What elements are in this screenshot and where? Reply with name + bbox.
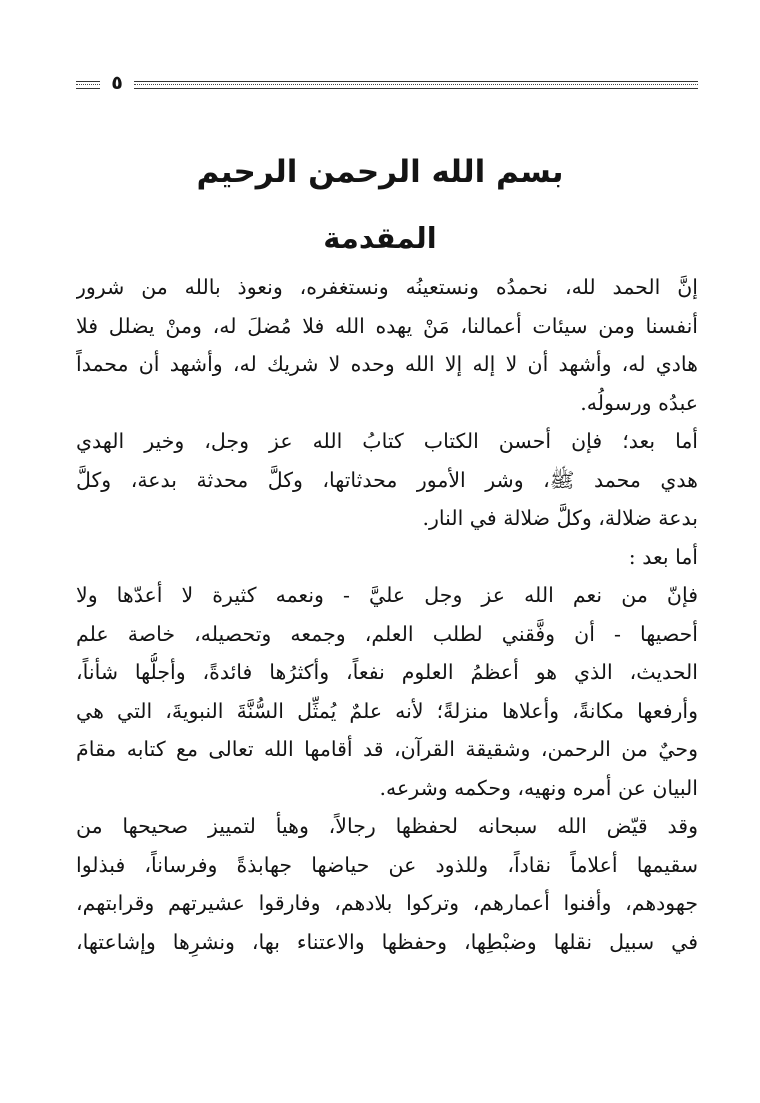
text-line: أنفسنا ومن سيئات أعمالنا، مَنْ يهده الله فلا مُضلَ له، ومنْ يضلل فلا (76, 313, 698, 338)
text-line: هادي له، وأشهد أن لا إله إلا الله وحده لا شريك له، وأشهد أن محمداً (76, 352, 698, 376)
text-line: الحديث، الذي هو أعظمُ العلوم نفعاً، وأكثرُها فائدةً، وأجلُّها شأناً، (76, 660, 698, 684)
text-line: سقيمها أعلاماً نقاداً، وللذود عن حياضها جهابذةً وفرساناً، فبذلوا (76, 852, 698, 877)
text-line: هدي محمد ﷺ، وشر الأمور محدثاتها، وكلَّ محدثة بدعة، وكلَّ (76, 467, 698, 492)
text-line: جهودهم، وأفنوا أعمارهم، وتركوا بلادهم، وفارقوا عشيرتهم وقرابتهم، (76, 891, 698, 915)
body-text (76, 268, 698, 961)
page-header (76, 72, 698, 96)
page-number: ٥ (111, 72, 123, 94)
text-line: وأرفعها مكانةً، وأعلاها منزلةً؛ لأنه علمٌ يُمثِّل السُّنَّةَ النبويةَ، التي هي (76, 698, 698, 723)
text-line: في سبيل نقلها وضبْطِها، وحفظها والاعتناء بها، ونشرِها وإشاعتها، (76, 929, 698, 954)
text-line: فإنّ من نعم الله عز وجل عليَّ - ونعمه كثيرة لا أعدّها ولا (76, 583, 698, 607)
text-line: أحصيها - أن وفَّقني لطلب العلم، وجمعه وتحصيله، خاصة علم (76, 621, 698, 646)
text-line: وحيٌ من الرحمن، وشقيقة القرآن، قد أقامها الله تعالى مع كتابه مقامَ (76, 737, 698, 761)
text-line: وقد قيّض الله سبحانه لحفظها رجالاً، وهيأ لتمييز صحيحها من (76, 814, 698, 838)
header-rule-long (134, 81, 698, 89)
text-line: عبدُه ورسولُه. (580, 390, 698, 415)
section-title: المقدمة (323, 221, 437, 255)
text-line: البيان عن أمره ونهيه، وحكمه وشرعه. (379, 775, 698, 800)
text-line: بدعة ضلالة، وكلَّ ضلالة في النار. (422, 506, 698, 530)
text-line: أما بعد؛ فإن أحسن الكتاب كتابُ الله عز وجل، وخير الهدي (76, 429, 698, 453)
text-line: إنَّ الحمد لله، نحمدُه ونستعينُه ونستغفره، ونعوذ بالله من شرور (76, 275, 698, 299)
header-rule-short (76, 81, 100, 89)
basmala-heading: بسم الله الرحمن الرحيم (196, 154, 564, 190)
text-line: أما بعد : (628, 544, 698, 569)
